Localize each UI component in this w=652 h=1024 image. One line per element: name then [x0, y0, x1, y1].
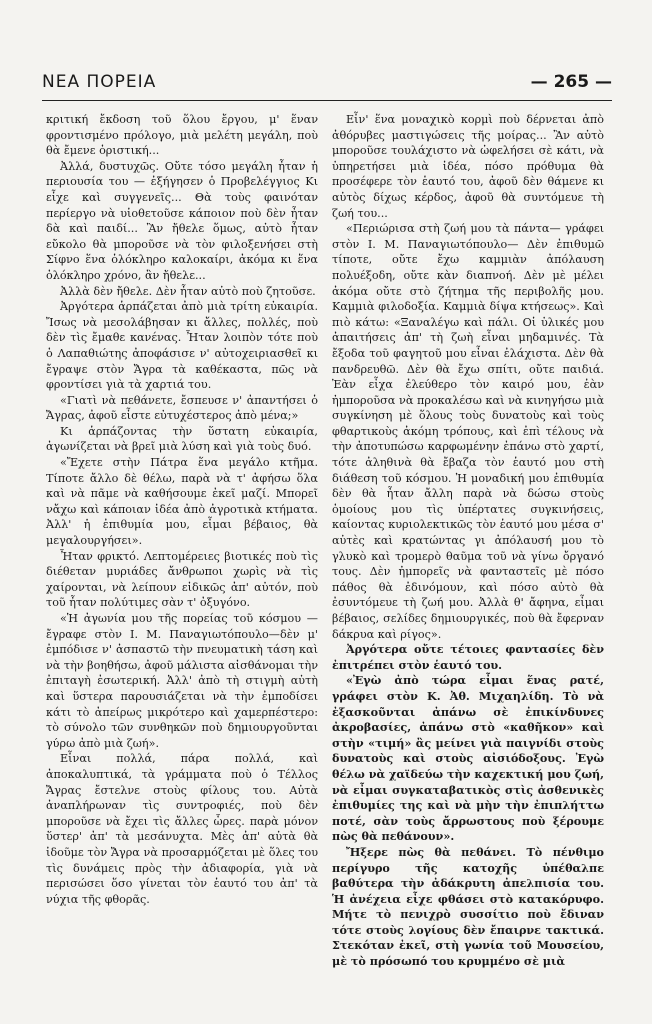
paragraph: «Γιατὶ νὰ πεθάνετε, ἔσπευσε ν' ἀπαντήσει ὁ Ἄγρας, ἀφοῦ εἶστε εὐτυχέστερος ἀπὸ μένα;»: [46, 393, 318, 423]
paragraph: Εἶναι πολλά, πάρα πολλά, καὶ ἀποκαλυπτικά, τὰ γράμματα ποὺ ὁ Τέλλος Ἄγρας ἔστελνε στοὺς φίλους του. Αὐτὰ ἀναπλήρωναν τὶς συντροφιές, ποὺ δὲν μποροῦσε νὰ ἔχει τὶς ἄλλες ὧρες. παρὰ μόνον ὕστερ' ἀπ' τὰ μεσάνυχτα. Μὲς ἀπ' αὐτὰ θὰ ἰδοῦμε τὸν Ἄγρα νὰ προσαρμόζεται μὲ ὅλες του τὶς δυνάμεις πρὸς τὴν ἀδιαφορία, γιὰ νὰ περισώσει ὅσο γίνεται τὸν ἑαυτό του ἀπ' τὰ νύχια τῆς φθορᾶς.: [46, 752, 318, 906]
paragraph: κριτική ἔκδοση τοῦ ὅλου ἔργου, μ' ἕναν φροντισμένο πρόλογο, μιὰ μελέτη μεγάλη, ποὺ θὰ ἔμενε ὁριστική...: [46, 113, 318, 158]
paragraph: Ἦταν φρικτό. Λεπτομέρειες βιοτικές ποὺ τὶς διέθεταν μυριάδες ἄνθρωποι χωρὶς νὰ τὶς χαίρονται, νὰ λείπουν εἰδικῶς ἀπ' αὐτόν, ποὺ τοῦ ἦταν πολύτιμες σὰν τ' ὀξυγόνο.: [46, 549, 318, 610]
paragraph: «Περιώρισα στὴ ζωή μου τὰ πάντα— γράφει στὸν Ι. Μ. Παναγιωτόπουλο— Δὲν ἐπιθυμῶ τίποτε, οὔτε ἔχω καμμιὰν ἀπόλαυση πολυέξοδη, οὔτε κὰν διαπνοή. Δὲν μὲ μέλει ἀκόμα οὔτε στὸ ζήτημα τῆς περιβολῆς μου. Καμμιὰ φιλοδοξία. Καμμιὰ δίψα κτήσεως». Καὶ πιὸ κάτω: «Ξαναλέγω καὶ πάλι. Οἱ ὑλικές μου ἀπαιτήσεις ἀπ' τὴ ζωὴ εἶναι μηδαμινές. Τὰ ἔξοδα τοῦ φαγητοῦ μου εἶναι ἐλάχιστα. Δὲν θὰ πανδρευθῶ. Δὲν θὰ ἔχω σπίτι, οὔτε παιδιά. Ἐὰν εἶχα ἐλεύθερο τὸν καιρό μου, ἐὰν ἠμποροῦσα νὰ προκαλέσω καὶ νὰ κινηγήσω μιὰ συγκίνηση μὲ ὅλους τοὺς δυνατοὺς καὶ τοὺς φθαρτικοὺς ἀκόμη τρόπους, καὶ ἐπὶ τέλους νὰ τὴν ἀποτυπώσω καρφωμένην ἐπάνω στὸ χαρτί, τότε ἀληθινὰ θὰ ἔβαζα τὸν ἑαυτό μου στὴ διάθεση τοῦ κόσμου. Ἡ μοναδική μου ἐπιθυμία δὲν θὰ ἦταν ἄλλη παρὰ νὰ δώσω στοὺς ὁμοίους μου τὶς ὑπέρτατες συγκινήσεις, καίοντας κυριολεκτικῶς τὸν ἑαυτό μου μέσα σ' αὐτὲς καὶ κρατώντας γι ἀπόλαυσή μου τὸ γλυκὸ καὶ τρομερὸ θαῦμα τοῦ νὰ γίνω ὄργανό τους. Δὲν ἠμπορεῖς νὰ φανταστεῖς μὲ πόσο πάθος θὰ ἐδινόμουν, καὶ πόσο αὐτὸ θὰ ἐσυντόμευε τὴ ζωή μου. Ἀλλὰ θ' ἄφηνα, εἶμαι βέβαιος, σελίδες δημιουργικές, ποὺ θὰ ἔφερναν δάκρυα καὶ ρίγος».: [332, 222, 604, 641]
paragraph: Εἶν' ἕνα μοναχικὸ κορμὶ ποὺ δέρνεται ἀπὸ ἀθόρυβες μαστιγώσεις τῆς μοίρας... Ἂν αὐτὸ μποροῦσε τουλάχιστο νὰ ὠφελήσει σὲ κάτι, νὰ ὑπηρετήσει μιὰ ἰδέα, πόσο πρόθυμα θὰ προσέφερε τὸν ἑαυτό του, ἀφοῦ δὲν θάμενε κι αὐτὸς δίχως κέρδος, ἀφοῦ θὰ συντόμευε τὴ ζωή του...: [332, 113, 604, 220]
paragraph: Ἀργότερα οὔτε τέτοιες φαντασίες δὲν ἐπιτρέπει στὸν ἑαυτό του.: [332, 642, 604, 672]
journal-title: ΝΕΑ ΠΟΡΕΙΑ: [42, 72, 157, 92]
header-rule: [42, 100, 612, 101]
running-header: [42, 72, 612, 98]
page-number: — 265 —: [530, 72, 612, 92]
paragraph: Ἀργότερα ἁρπάζεται ἀπὸ μιὰ τρίτη εὐκαιρία. Ἴσως νὰ μεσολάβησαν κι ἄλλες, πολλές, ποὺ δὲν τὶς ἔμαθε κανένας. Ἦταν λοιπὸν τότε ποὺ ὁ Λαπαθιώτης ἀποφάσισε ν' αὐτοχειριασθεῖ κι ἔγραψε στὸν Ἄγρα τὰ καθέκαστα, πῶς νὰ φροντίσει γιὰ τὰ χαρτιά του.: [46, 300, 318, 392]
right-column: [332, 112, 604, 970]
left-column: [46, 112, 318, 907]
paragraph: Κι ἁρπάζοντας τὴν ὕστατη εὐκαιρία, ἀγωνίζεται νὰ βρεῖ μιὰ λύση καὶ γιὰ τοὺς δυό.: [46, 424, 318, 454]
paragraph: «Ἡ ἀγωνία μου τῆς πορείας τοῦ κόσμου —ἔγραφε στὸν Ι. Μ. Παναγιωτόπουλο—δὲν μ' ἐμπόδισε ν' ἀσπαστῶ τὴν πνευματικὴ τάση καὶ νὰ τὴν βοηθήσω, ἀφοῦ μάλιστα αἰσθάνομαι τὴν ἐπιταγὴ ἐσωτερική. Ἀλλ' ἀπὸ τὴ στιγμὴ αὐτὴ καὶ ὕστερα παρουσιάζεται νὰ τὴν ἐμποδίσει κάτι τὸ ἀπείρως μικρότερο καὶ χαμερπέστερο: τὸ σύνολο τῶν συνθηκῶν ποὺ δημιουργοῦνται γύρω ἀπὸ μιὰ ζωή».: [46, 612, 318, 750]
paragraph: Ἤξερε πὼς θὰ πεθάνει. Τὸ πένθιμο περίγυρο τῆς κατοχῆς ὑπέθαλπε βαθύτερα τὴν ἀδάκρυτη ἀπελπισία του. Ἡ ἀνέχεια εἶχε φθάσει στὸ κατακόρυφο. Μήτε τὸ πενιχρὸ συσσίτιο ποὺ ἔδιναν τότε στοὺς λογίους δὲν ἔπαιρνε τακτικά. Στεκόταν ἐκεῖ, στὴ γωνία τοῦ Μουσείου, μὲ τὸ πρόσωπό του κρυμμένο σὲ μιὰ: [332, 844, 604, 969]
paragraph: «Ἐγὼ ἀπὸ τώρα εἶμαι ἕνας ρατέ, γράφει στὸν Κ. Ἀθ. Μιχαηλίδη. Τὸ νὰ ἐξασκοῦνται ἀπάνω σὲ ἐπικίνδυνες ἀκροβασίες, ἀπάνω στὸ «καθῆκον» καὶ στὴν «τιμή» ἂς μείνει γιὰ παιγνίδι στοὺς δυνατοὺς καὶ στοὺς αἰσιόδοξους. Ἐγὼ θέλω νὰ χαϊδεύω τὴν καχεκτική μου ζωή, νὰ εἶμαι συγκαταβατικὸς στὶς ἀσθενικὲς ἐπιθυμίες της καὶ νὰ μὴν τὴν ἐπιπλήττω ποτέ, σὰν τοὺς ἄρρωστους ποὺ ξέρουμε πὼς θὰ πεθάνουν».: [332, 673, 604, 844]
paragraph: Ἀλλὰ δὲν ἤθελε. Δὲν ἦταν αὐτὸ ποὺ ζητοῦσε.: [60, 284, 316, 298]
paragraph: «Ἔχετε στὴν Πάτρα ἕνα μεγάλο κτῆμα. Τίποτε ἄλλο δὲ θέλω, παρὰ νὰ τ' ἀφήσω ὅλα καὶ νὰ πᾶμε νὰ καθήσουμε ἐκεῖ μαζί. Μπορεῖ νἄχω καὶ κάποιαν ἰδέα ἀπὸ ἀγροτικὰ κτήματα. Ἀλλ' ἡ ἐπιθυμία μου, εἶμαι βέβαιος, θὰ μεγαλουργήσει».: [46, 456, 318, 548]
paragraph: Ἀλλά, δυστυχῶς. Οὔτε τόσο μεγάλη ἦταν ἡ περιουσία του — ἐξήγησεν ὁ Προβελέγγιος Κι εἶχε καὶ συγγενεῖς... Θὰ τοὺς φαινόταν περίεργο νὰ υἱοθετοῦσε κάποιον ποὺ δὲν ἦταν δὰ καὶ παιδί... Ἂν ἤθελε ὅμως, αὐτὸ ἦταν εὔκολο θὰ μποροῦσε νὰ τὸν φιλοξενήσει στὴ Σίφνο ἕνα ὁλόκληρο καλοκαίρι, ἀκόμα κι ἕνα ὁλόκληρο χρόνο, ἂν ἤθελε...: [46, 159, 318, 282]
